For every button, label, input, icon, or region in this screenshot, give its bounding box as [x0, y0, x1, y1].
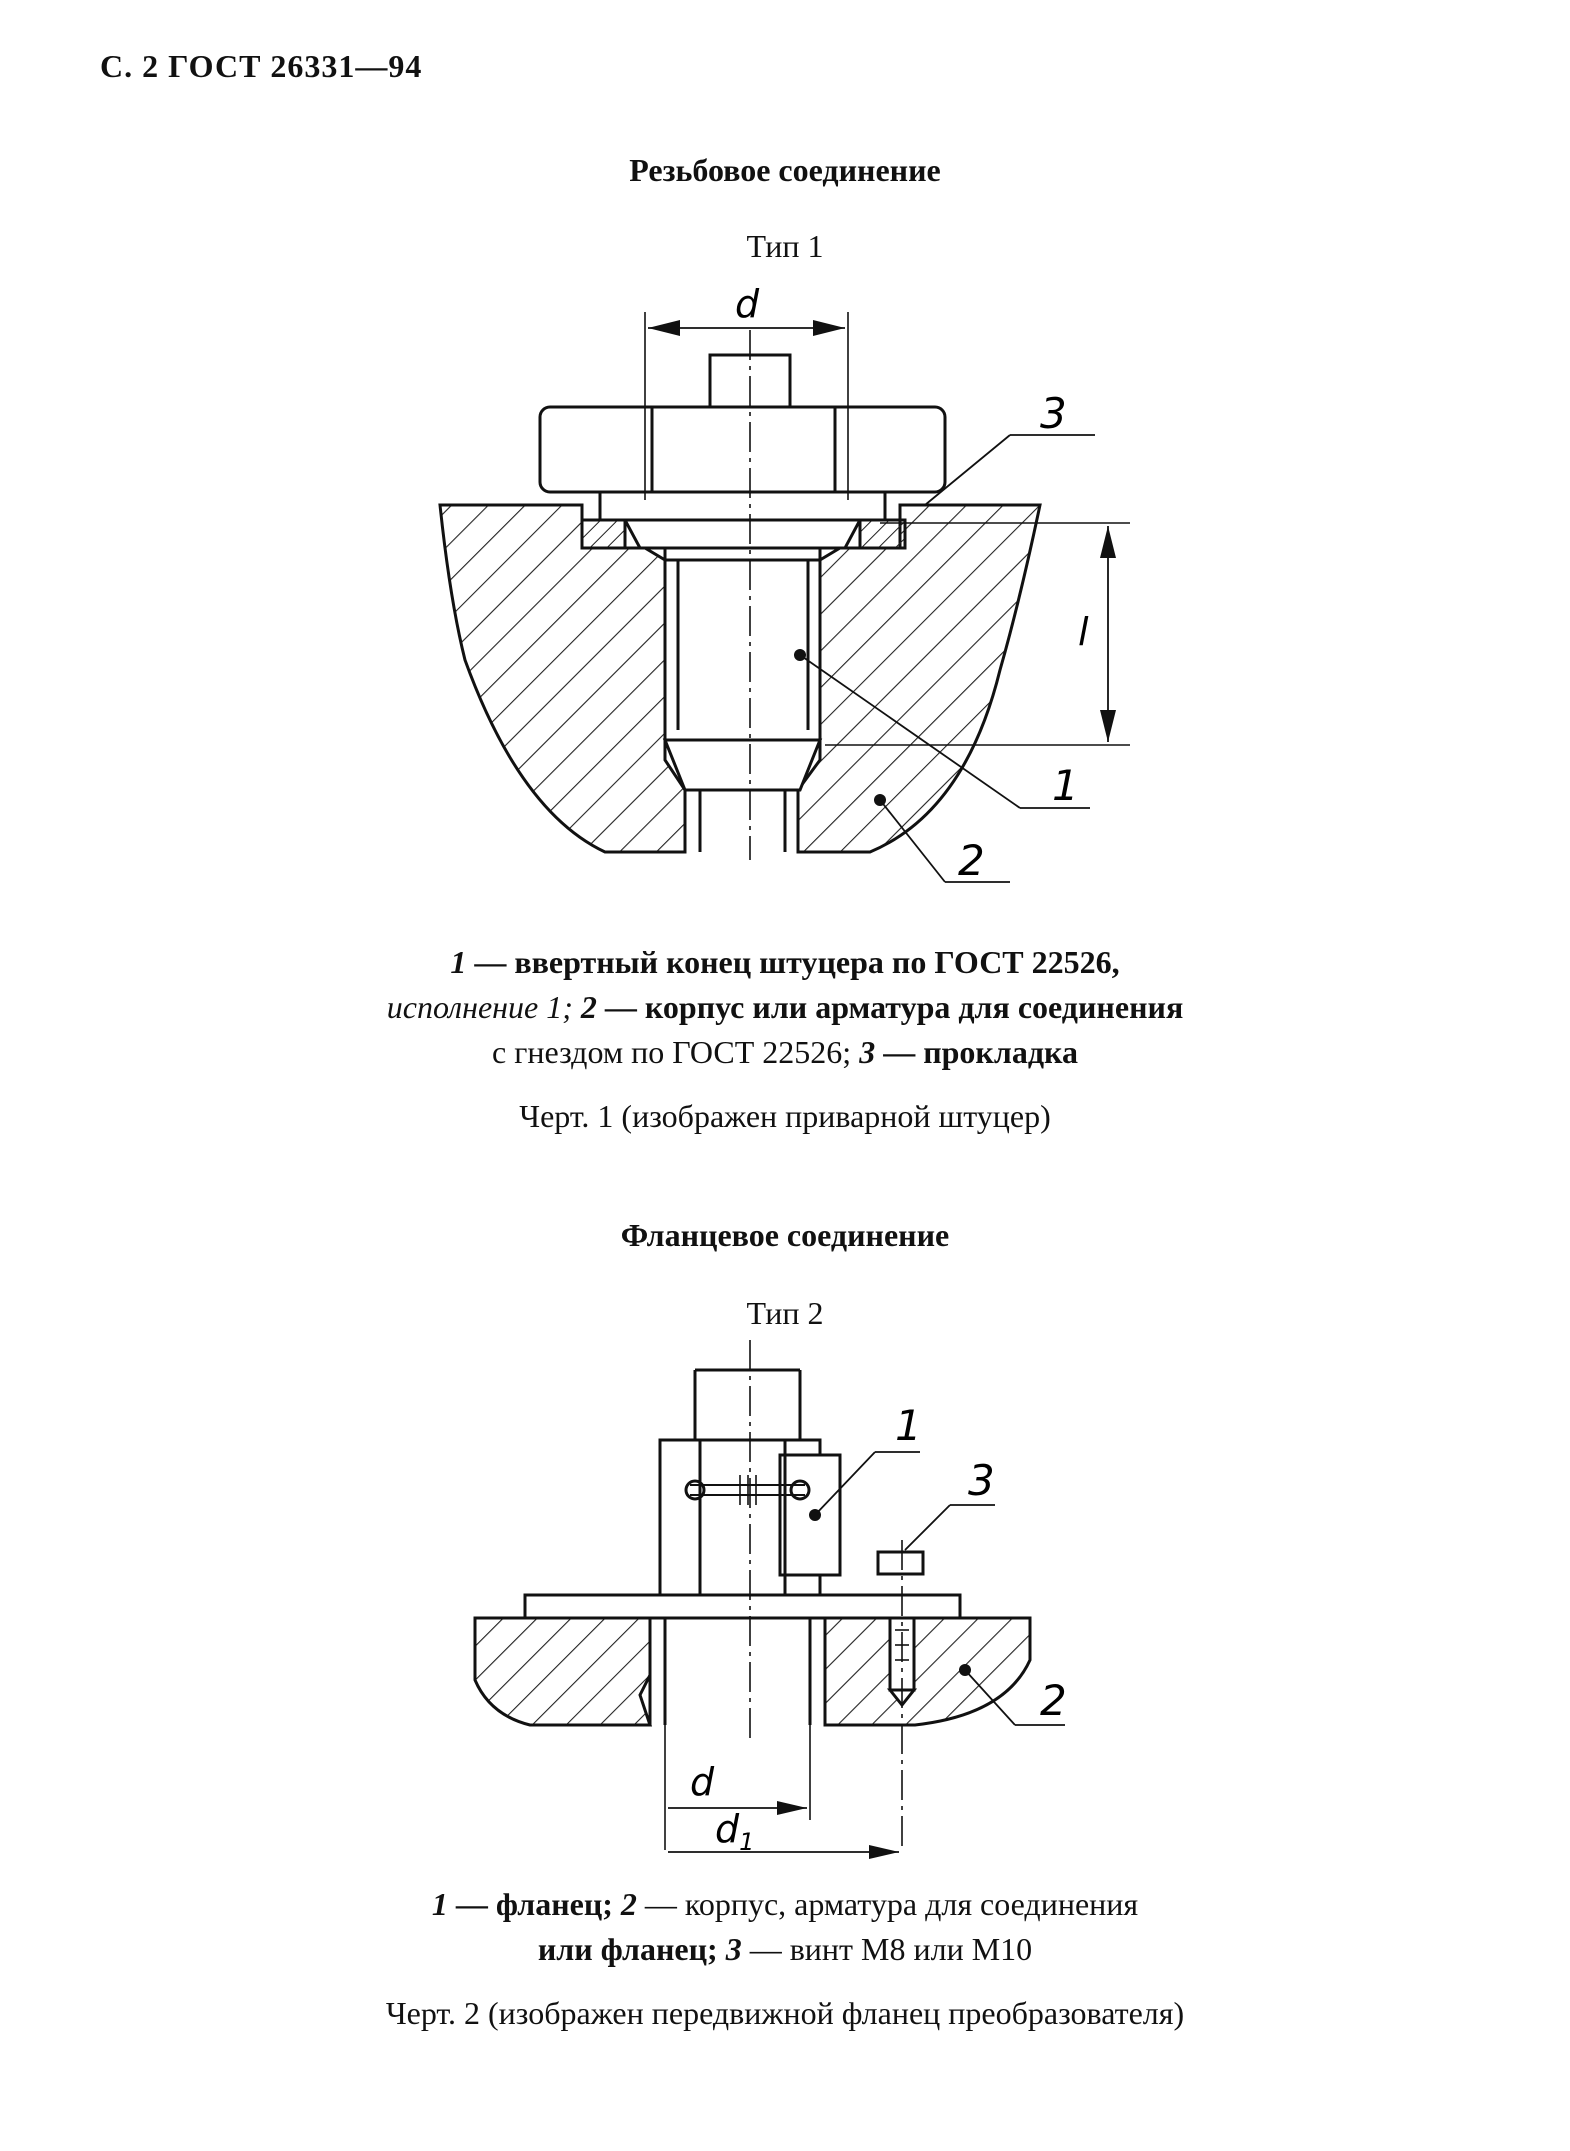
legend-2-line-1: 1 — фланец; 2 — корпус, арматура для соединения [431, 1886, 1139, 1922]
dimension-d-label: d [735, 282, 760, 326]
section-title-threaded: Резьбовое соединение [629, 152, 941, 188]
callout-2: 2 [958, 836, 985, 885]
legend-1-line-1: 1 — ввертный конец штуцера по ГОСТ 22526, [450, 944, 1120, 980]
legend-1-line-3: с гнездом по ГОСТ 22526; 3 — прокладка [492, 1033, 1078, 1070]
dimension-l-label: l [1078, 610, 1089, 654]
dimension-d1-label: $d_1$ [715, 1807, 755, 1856]
legend-1-line-2: исполнение 1; 2 — корпус или арматура для соединения [386, 988, 1184, 1025]
legend-2-line-2: или фланец; 3 — винт М8 или М10 [537, 1930, 1033, 1967]
callout-1: 1 [1052, 761, 1079, 810]
caption-2: Черт. 2 (изображен передвижной фланец преобразователя) [385, 1995, 1185, 2031]
callout-3: 3 [968, 1456, 995, 1505]
legend-2 [0, 1882, 1570, 1972]
dimension-d-label: d [690, 1760, 715, 1804]
page-header: С. 2 ГОСТ 26331—94 [100, 48, 423, 84]
callout-3: 3 [1040, 389, 1067, 438]
drawing-flange-connection [0, 1340, 1570, 1900]
drawing-threaded-connection [0, 0, 1570, 920]
section-title-flange: Фланцевое соединение [620, 1217, 950, 1253]
legend-1 [0, 940, 1570, 1074]
callout-2: 2 [1040, 1676, 1067, 1725]
caption-1: Черт. 1 (изображен приварной штуцер) [519, 1098, 1051, 1134]
callout-1: 1 [895, 1401, 922, 1450]
type-label-1: Тип 1 [746, 228, 824, 264]
type-label-2: Тип 2 [746, 1295, 824, 1331]
